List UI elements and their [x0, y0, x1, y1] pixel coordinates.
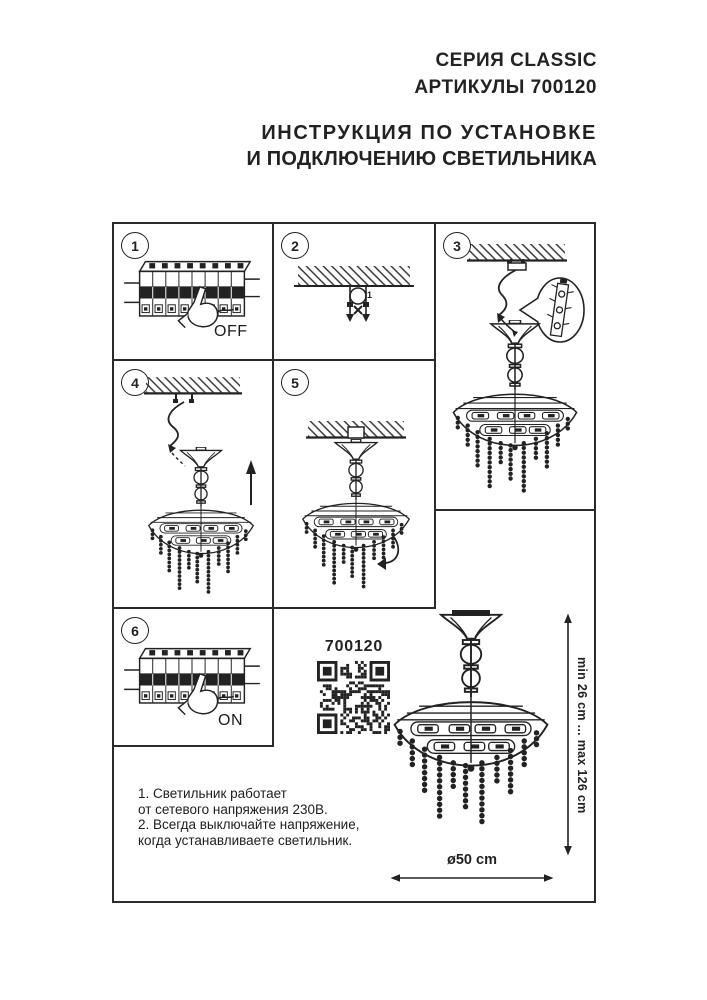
step-2-number: 2: [281, 232, 309, 259]
step-3-panel: [436, 224, 594, 509]
step-4-panel: [114, 361, 273, 607]
step-3-number: 3: [443, 232, 471, 259]
note-line: 1. Светильник работает: [138, 786, 287, 801]
diagram-frame: [112, 222, 596, 903]
note-line: от сетевого напряжения 230В.: [138, 801, 328, 817]
note-line: когда устанавливаете светильник.: [138, 832, 353, 848]
hang-and-connect-illustration: [436, 224, 594, 509]
grid-divider: [434, 509, 594, 511]
qr-code: [317, 661, 390, 734]
ceiling-plate: [452, 610, 490, 616]
power-on-label: ON: [218, 712, 243, 729]
step-1-number: 1: [121, 232, 149, 259]
step-2-panel: [274, 224, 434, 360]
lift-fixture-illustration: [114, 361, 273, 607]
step-6-panel: [114, 609, 273, 745]
safety-notes: [138, 786, 359, 848]
hook-callout-label: 1: [367, 290, 373, 300]
step-1-panel: [114, 224, 273, 360]
article-numbers: АРТИКУЛЫ 700120: [414, 77, 597, 98]
height-dimension-label: min 26 cm ... max 126 cm: [575, 656, 589, 814]
instruction-title-line1: ИНСТРУКЦИЯ ПО УСТАНОВКЕ: [261, 122, 597, 144]
diameter-dimension-label: ø50 cm: [447, 852, 497, 868]
fixture-dimension-drawing: [389, 610, 553, 842]
mounted-fixture-illustration: [274, 361, 434, 607]
instruction-title-line2: И ПОДКЛЮЧЕНИЮ СВЕТИЛЬНИКА: [246, 148, 597, 170]
power-off-label: OFF: [214, 323, 248, 340]
diameter-dimension-line: [390, 872, 554, 884]
grid-divider: [114, 745, 274, 747]
product-article-number: 700120: [324, 638, 384, 655]
step-5-panel: [274, 361, 434, 607]
series-title: СЕРИЯ CLASSIC: [435, 50, 597, 71]
step-5-number: 5: [281, 369, 309, 396]
step-4-number: 4: [121, 369, 149, 396]
step-6-number: 6: [121, 617, 149, 644]
note-line: 2. Всегда выключайте напряжение,: [138, 817, 360, 832]
ceiling-hook-illustration: [284, 248, 424, 348]
